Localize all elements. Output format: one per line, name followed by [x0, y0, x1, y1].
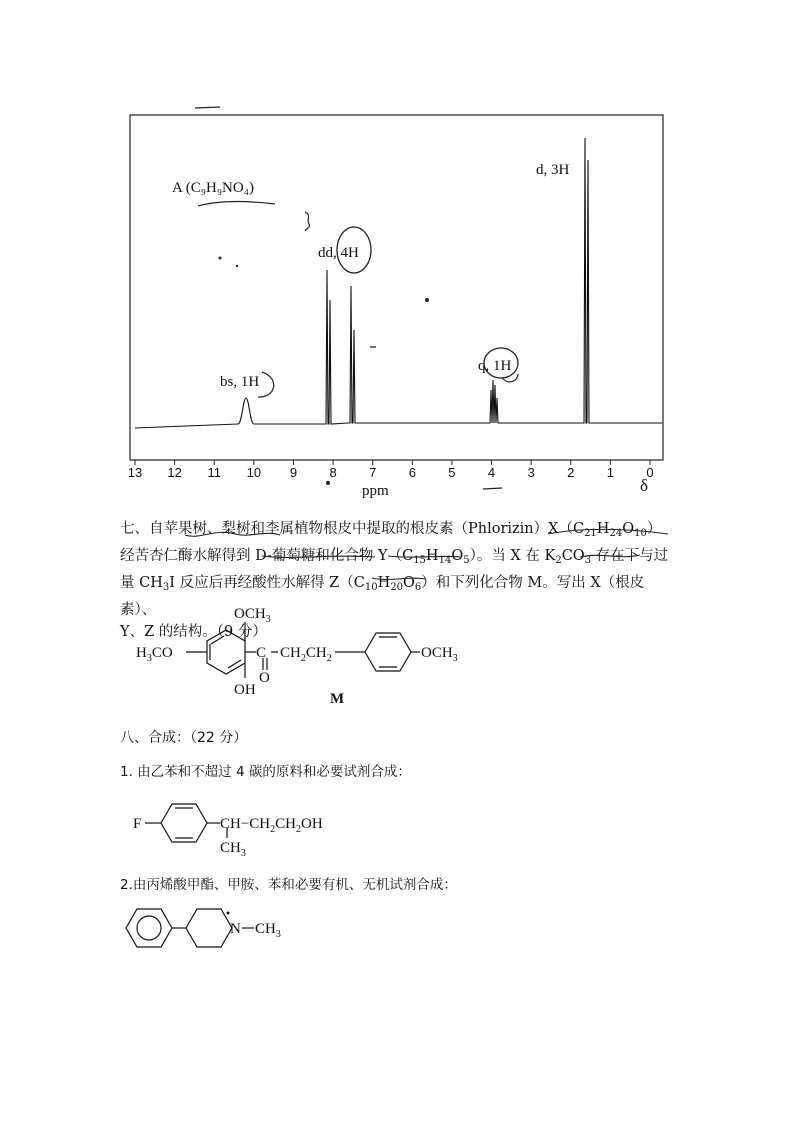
- axis-unit-label: ppm: [362, 483, 389, 499]
- handwritten-underline: [198, 202, 275, 206]
- x-axis-tick-label: 3: [527, 465, 535, 480]
- compound-label: A (C₉H₉NO₄): [172, 180, 254, 196]
- x-axis-tick-label: 8: [329, 465, 337, 480]
- svg-text:CH3: $CH_3$: [220, 840, 246, 859]
- x-axis-tick-label: 10: [246, 465, 262, 480]
- synthesis-item-2: 2.由丙烯酸甲酯、甲胺、苯和必要有机、无机试剂合成：: [120, 877, 457, 893]
- question-7-line-1: 七、自苹果树、梨树和李属植物根皮中提取的根皮素$(Phlorizin)X(C_{21}H_{24}O_{10})$: [120, 521, 662, 539]
- x-axis-tick-label: 13: [127, 465, 143, 480]
- x-axis-tick-label: 5: [448, 465, 456, 480]
- structure-compound-m: [130, 600, 490, 710]
- svg-text:CH3: $CH_3$: [255, 921, 281, 940]
- handwritten-mark: [305, 212, 309, 231]
- x-axis-tick-label: 2: [567, 465, 575, 480]
- stray-mark: [219, 257, 222, 260]
- stray-mark: [195, 107, 220, 108]
- compound-m-label: M: [330, 691, 345, 707]
- structure-target-2: [120, 898, 320, 958]
- svg-text:OCH3: $OCH_3$: [421, 645, 458, 664]
- x-axis-tick-label: 7: [369, 465, 377, 480]
- svg-text:CH−CH2CH2OH: $CH-CH_2CH_2OH$: [220, 816, 323, 835]
- svg-text:F: F: [133, 816, 142, 832]
- x-axis-tick-label: 6: [408, 465, 416, 480]
- stray-mark: [236, 265, 238, 267]
- x-axis-tick-label: 12: [167, 465, 182, 480]
- nmr-spectrum: [0, 0, 794, 500]
- stray-mark: [326, 481, 330, 485]
- svg-text:CH2CH2: $CH_2CH_2$: [280, 645, 332, 664]
- x-axis-tick-label: 11: [207, 465, 221, 480]
- structure-target-1: [125, 790, 365, 860]
- peak-label-q: q, 1H: [478, 358, 512, 374]
- x-axis-ticks: [128, 460, 654, 480]
- section-8-heading: 八、合成：（22 分）: [120, 730, 248, 746]
- handwritten-arrow: [258, 372, 274, 397]
- peak-label-bs: bs, 1H: [220, 374, 260, 390]
- svg-text:H3CO: $H_3CO$: [136, 645, 173, 664]
- peak-label-d: d, 3H: [536, 162, 570, 178]
- stray-mark: [425, 298, 429, 302]
- axis-delta-label: δ: [640, 476, 649, 495]
- svg-text:OCH3: $OCH_3$: [234, 606, 271, 625]
- x-axis-tick-label: 9: [289, 465, 298, 480]
- x-axis-tick-label: 4: [487, 465, 496, 480]
- spectrum-frame: [130, 115, 663, 460]
- question-7-line-2: 经苦杏仁酶水解得到 D-葡萄糖和化合物 $Y(C_{15}H_{14}O_5)$。当 X 在 $K_2CO_3$ 存在下与过: [120, 548, 669, 566]
- peak-label-dd: dd, 4H: [318, 245, 359, 261]
- svg-text:N: N: [230, 921, 241, 937]
- svg-text:OH: OH: [234, 682, 256, 698]
- synthesis-item-1: 1. 由乙苯和不超过 4 碳的原料和必要试剂合成：: [120, 764, 411, 780]
- svg-text:O: O: [259, 670, 270, 686]
- handwritten-annotations: [0, 510, 794, 580]
- x-axis-tick-label: 0: [646, 465, 654, 480]
- stray-mark: [483, 488, 502, 489]
- question-7-line-3: 量 $CH_3I$ 反应后再经酸性水解得 $Z(C_{10}H_{20}O_6)$和下列化合物 M。写出 X（根皮素）、: [120, 575, 645, 618]
- svg-text:C: C: [256, 645, 267, 661]
- question-7-line-4: Y、Z 的结构。（9 分）: [120, 624, 267, 640]
- x-axis-tick-label: 1: [606, 465, 615, 480]
